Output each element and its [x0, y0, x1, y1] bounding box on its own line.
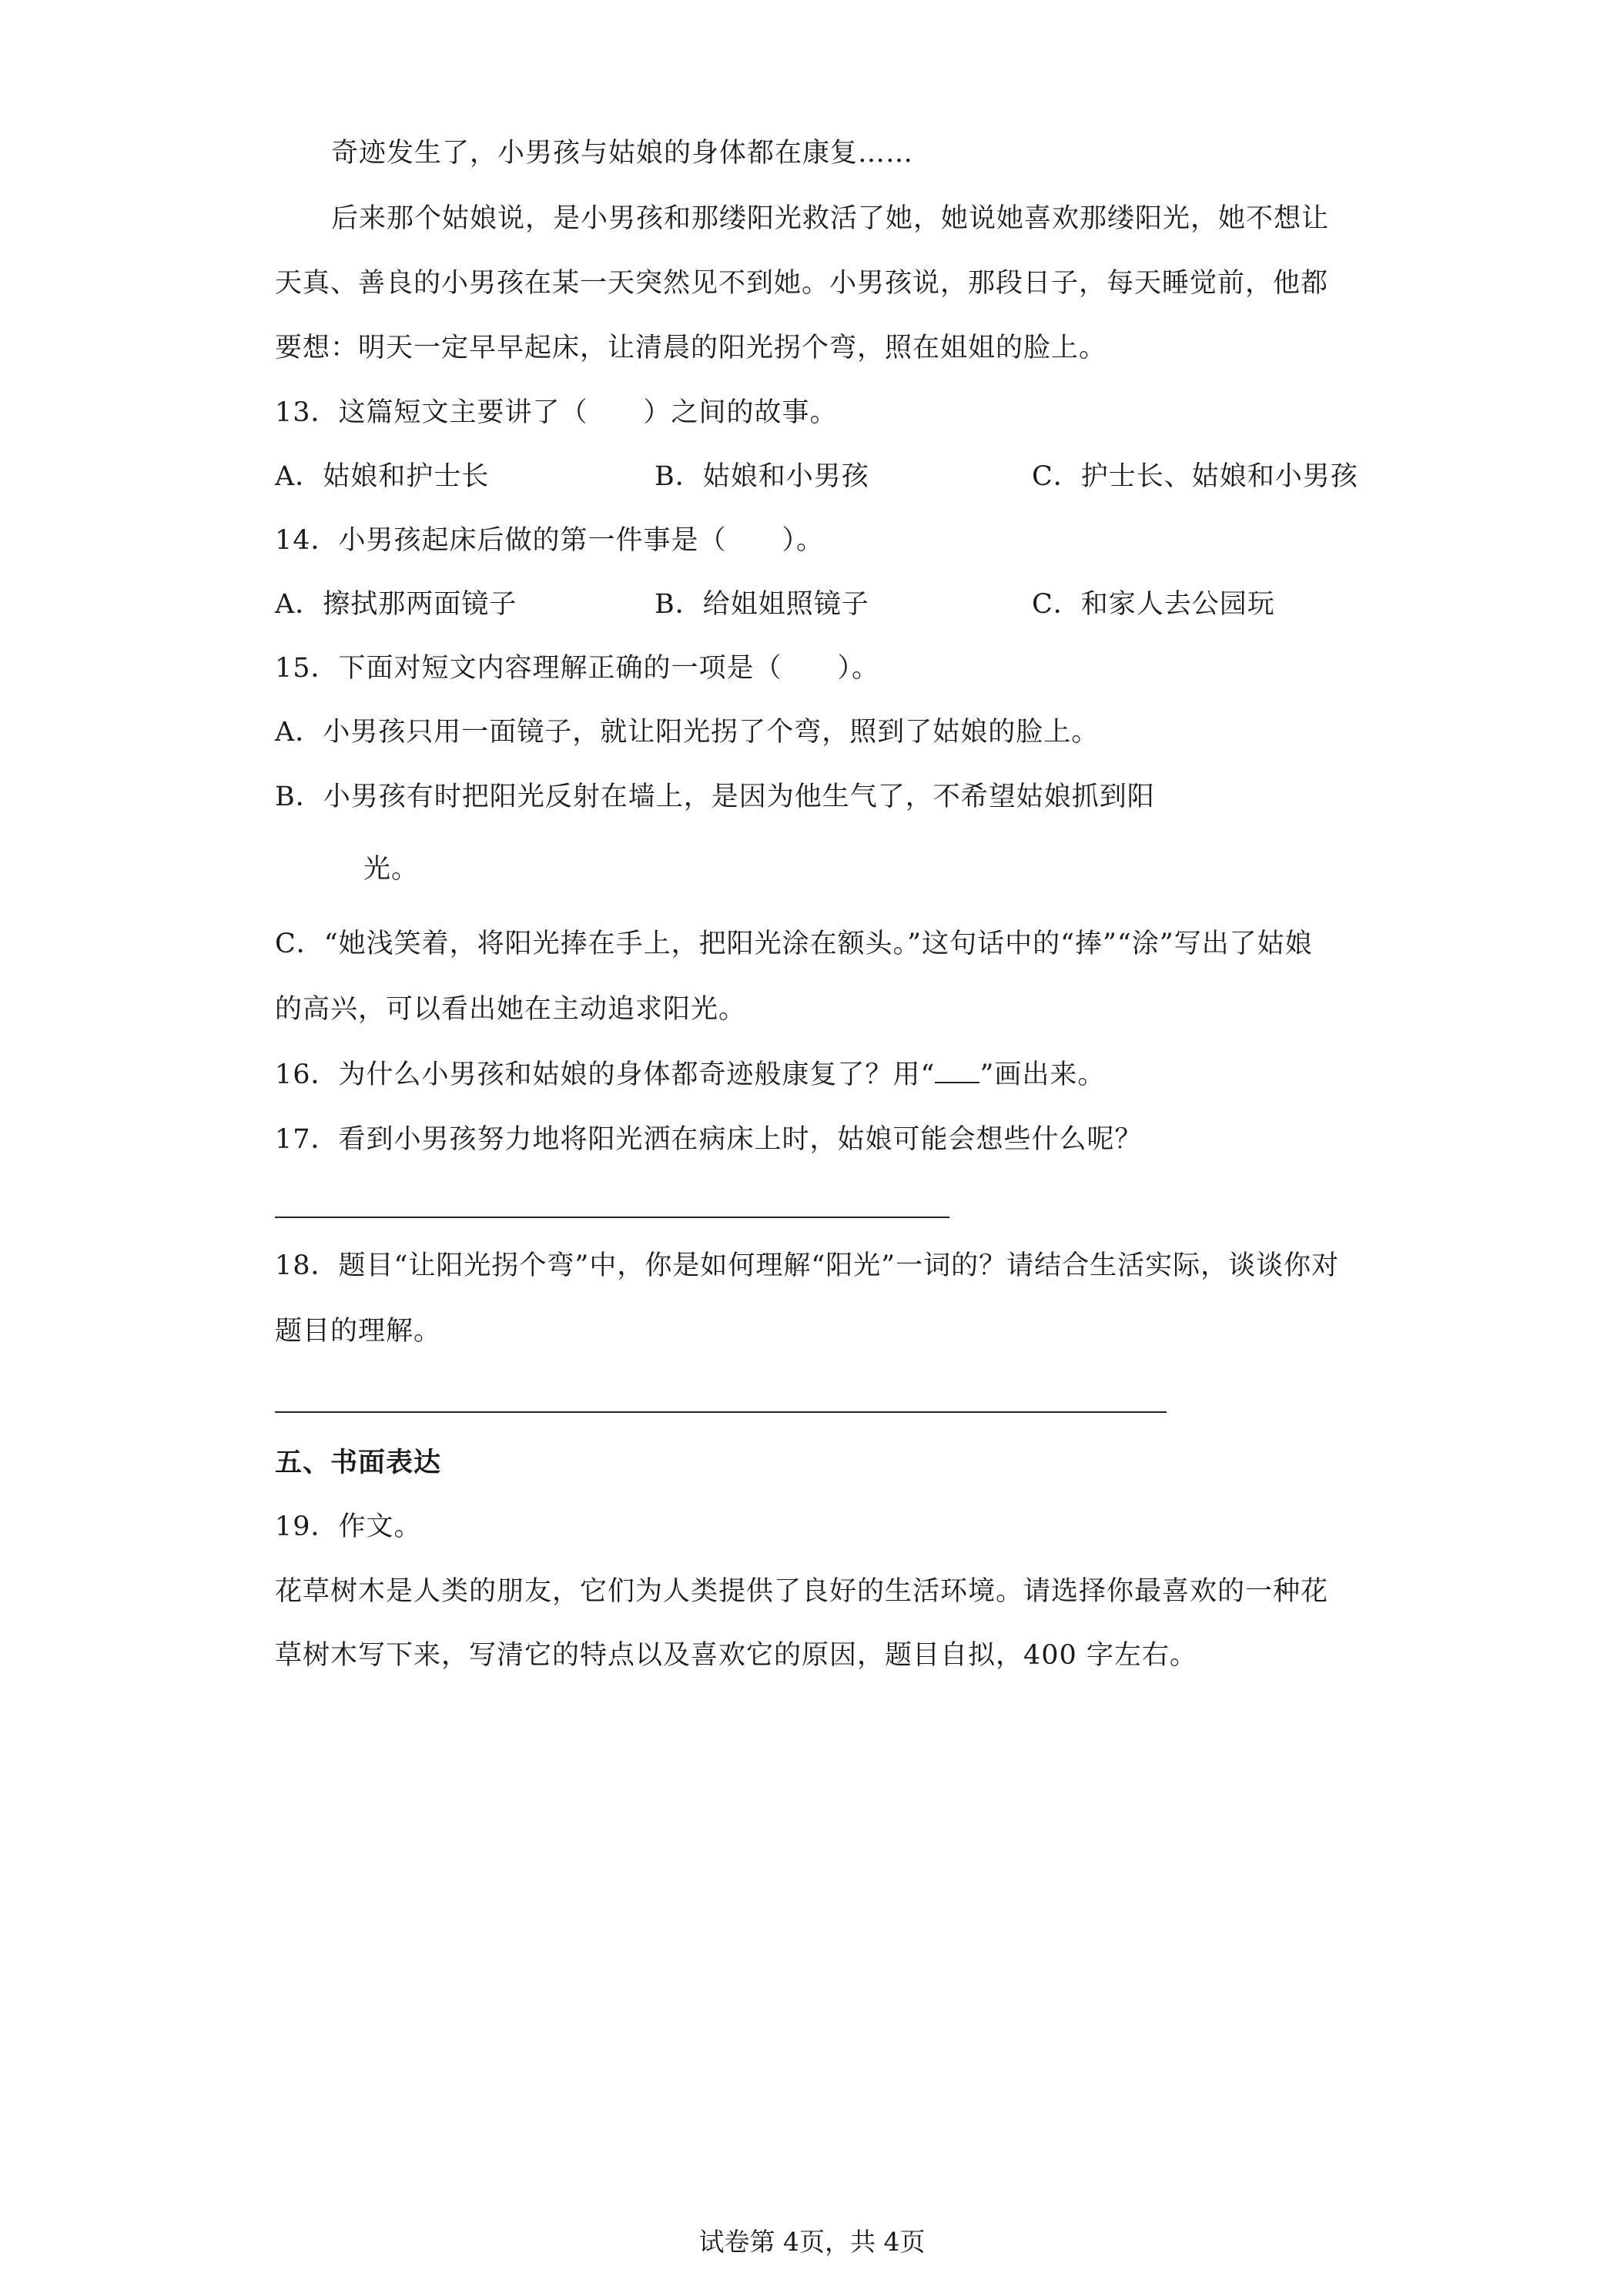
question-16-stem [275, 1058, 1105, 1092]
question-19-prompt-line-1: 花草树木是人类的朋友，它们为人类提供了良好的生活环境。请选择你最喜欢的一种花 [275, 1576, 1329, 1607]
page-footer: 试卷第 4页，共 4页 [698, 2227, 926, 2257]
question-15-option-c-line-1: C．“她浅笑着，将阳光捧在手上，把阳光涂在额头。”这句话中的“捧”“涂”写出了姑娘 [275, 929, 1313, 959]
question-13-option-b: B．姑娘和小男孩 [655, 461, 869, 492]
question-18-answer-line[interactable] [275, 1411, 1167, 1413]
passage-paragraph-1: 奇迹发生了，小男孩与姑娘的身体都在康复…… [331, 138, 914, 169]
question-15-option-b-line-1: B．小男孩有时把阳光反射在墙上，是因为他生气了，不希望姑娘抓到阳 [275, 782, 1155, 812]
question-13-stem: 13．这篇短文主要讲了（ ）之间的故事。 [275, 397, 838, 428]
question-17-stem: 17．看到小男孩努力地将阳光洒在病床上时，姑娘可能会想些什么呢？ [275, 1124, 1143, 1155]
underline-sample [935, 1059, 979, 1083]
question-15-stem: 15．下面对短文内容理解正确的一项是（ ）。 [275, 653, 880, 684]
question-16-text-before: 16．为什么小男孩和姑娘的身体都奇迹般康复了？用“ [275, 1059, 936, 1090]
question-14-option-c: C．和家人去公园玩 [1032, 589, 1275, 620]
section-5-title: 五、书面表达 [275, 1448, 442, 1478]
question-18-line-1: 18．题目“让阳光拐个弯”中，你是如何理解“阳光”一词的？请结合生活实际，谈谈你对 [275, 1250, 1340, 1281]
question-13-option-a: A．姑娘和护士长 [275, 461, 490, 492]
question-19-prompt-line-2: 草树木写下来，写清它的特点以及喜欢它的原因，题目自拟，400 字左右。 [275, 1640, 1197, 1671]
question-15-option-b-line-2: 光。 [363, 854, 420, 885]
question-13-option-c: C．护士长、姑娘和小男孩 [1032, 461, 1358, 492]
question-14-stem: 14．小男孩起床后做的第一件事是（ ）。 [275, 525, 825, 556]
passage-paragraph-2-line-2: 天真、善良的小男孩在某一天突然见不到她。小男孩说，那段日子，每天睡觉前，他都 [275, 268, 1329, 299]
question-15-option-c-line-2: 的高兴，可以看出她在主动追求阳光。 [275, 994, 747, 1025]
question-15-option-a: A．小男孩只用一面镜子，就让阳光拐了个弯，照到了姑娘的脸上。 [275, 717, 1100, 748]
question-16-text-after: ”画出来。 [979, 1059, 1106, 1090]
question-19-stem: 19．作文。 [275, 1511, 422, 1542]
question-14-option-a: A．擦拭那两面镜子 [275, 589, 517, 620]
passage-paragraph-2-line-1: 后来那个姑娘说，是小男孩和那缕阳光救活了她，她说她喜欢那缕阳光，她不想让 [331, 203, 1330, 234]
passage-paragraph-2-line-3: 要想：明天一定早早起床，让清晨的阳光拐个弯，照在姐姐的脸上。 [275, 333, 1107, 363]
question-18-line-2: 题目的理解。 [275, 1316, 442, 1347]
question-17-answer-line[interactable] [275, 1217, 949, 1218]
question-14-option-b: B．给姐姐照镜子 [655, 589, 869, 620]
